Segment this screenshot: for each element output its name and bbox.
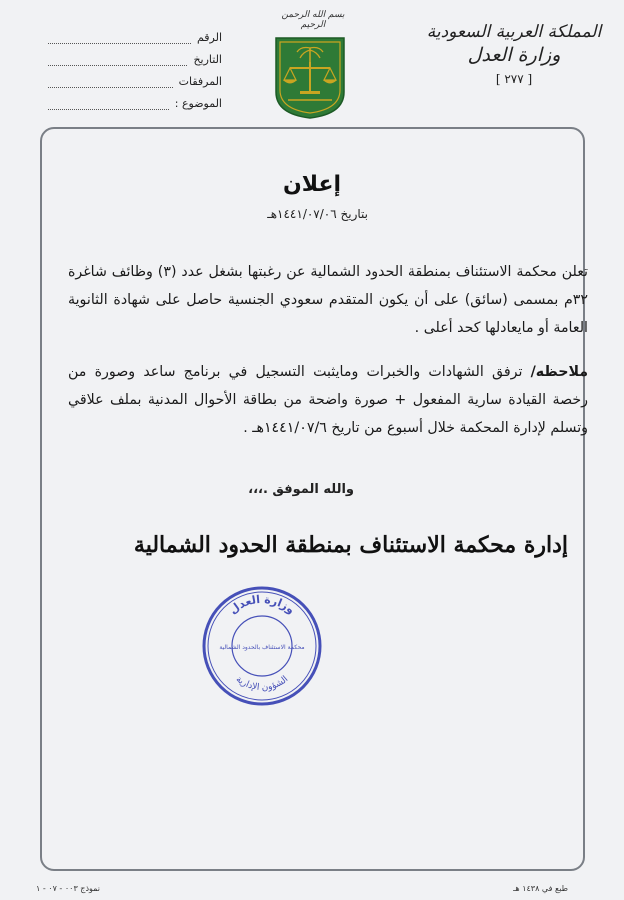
field-date-line: [48, 53, 187, 66]
official-stamp-icon: [201, 585, 323, 707]
field-subject-label: الموضوع :: [174, 97, 222, 110]
closing-phrase: والله الموفق .،،،: [248, 482, 354, 497]
note-label: ملاحظه/: [530, 364, 588, 380]
basmala: بسم الله الرحمن الرحيم: [281, 10, 345, 30]
announcement-date: بتاريخ ١٤٤١/٠٧/٠٦هـ: [267, 207, 368, 221]
announcement-title: إعلان: [282, 172, 342, 197]
announcement-paragraph-1: تعلن محكمة الاستئناف بمنطقة الحدود الشمالية عن رغبتها بشغل عدد (٣) وظائف شاغرة ٣٢م بمسمى (سائق) على أن يكون المتقدم سعودي الجنسية حاصل على شهادة الثانوية العامة أو مايعادلها كحد أعلى .: [68, 264, 588, 336]
field-attachments-label: المرفقات: [178, 75, 222, 88]
note-text: ترفق الشهادات والخبرات ومايثبت التسجيل في برنامج ساعد وصورة من رخصة القيادة سارية المفعول + صورة واضحة من بطاقة الأحوال المدنية بملف علاقي وتسلم لإدارة المحكمة خلال أسبوع من تاريخ ١٤٤١/٠٧/٦هـ .: [68, 364, 588, 436]
content-frame: [40, 127, 585, 871]
print-date: طبع في ١٤٣٨ هـ: [513, 884, 568, 893]
stamp-bottom-text: الشؤون الإدارية: [233, 674, 291, 694]
signature-line: إدارة محكمة الاستئناف بمنطقة الحدود الشمالية: [133, 532, 568, 558]
field-attachments-line: [48, 75, 173, 88]
field-number: [48, 22, 222, 44]
document-code: [ ٢٧٧ ]: [495, 72, 533, 86]
field-date-label: التاريخ: [193, 53, 222, 66]
svg-text:وزارة العدل: [227, 593, 297, 617]
field-number-line: [48, 31, 191, 44]
ministry-emblem-icon: [270, 30, 350, 120]
announcement-paragraph-2: [68, 358, 588, 442]
field-date: [48, 44, 222, 66]
ministry-header: [414, 22, 614, 86]
ministry-name: وزارة العدل: [467, 44, 561, 66]
stamp-middle-text: محكمة الاستئناف بالحدود الشمالية: [219, 644, 305, 651]
form-number: نموذج ٠٠٣ - ٠٧ - ١: [36, 884, 101, 893]
svg-text:الشؤون الإدارية: [234, 674, 291, 693]
document-fields: [48, 22, 222, 110]
field-subject: [48, 88, 222, 110]
kingdom-name: المملكة العربية السعودية: [426, 22, 602, 42]
field-attachments: [48, 66, 222, 88]
stamp-top-text: وزارة العدل: [226, 592, 298, 617]
field-subject-line: [48, 97, 169, 110]
field-number-label: الرقم: [196, 31, 222, 44]
